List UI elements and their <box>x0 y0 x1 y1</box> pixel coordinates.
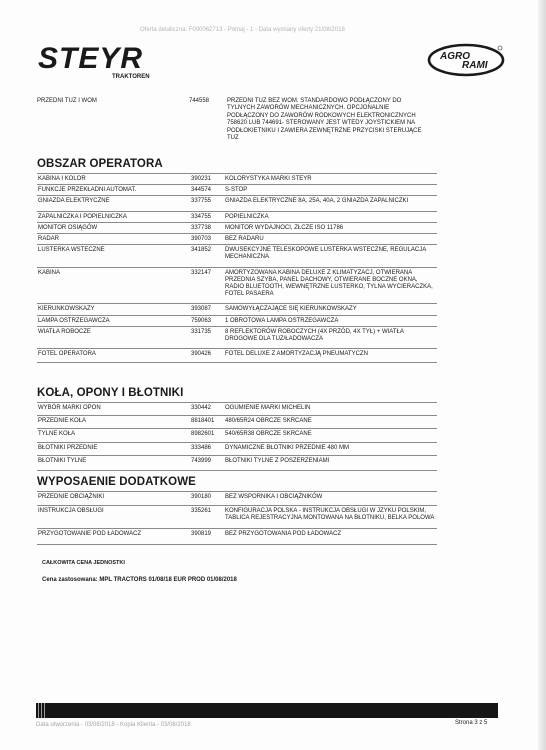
option-desc: 1 OBROTOWA LAMPA OSTRZEGAWCZA <box>225 317 339 324</box>
option-desc: KOLORYSTYKA MARKI STEYR <box>225 176 312 182</box>
option-desc: DYNAMICZNE BŁOTNIKI PRZEDNIE 480 MM <box>225 444 350 451</box>
section-title: KOŁA, OPONY I BŁOTNIKI <box>37 387 184 399</box>
table-row <box>37 348 437 363</box>
table-row <box>37 402 437 415</box>
table-row <box>37 415 437 428</box>
option-name: PRZYGOTOWANIE POD ŁADOWACZ <box>38 530 142 537</box>
option-name: LAMPA OSTRZEGAWCZA <box>38 317 110 324</box>
price-list-note: Cena zastosowana: MPL TRACTORS 01/08/18 EUR PROD 01/08/2018 <box>42 577 237 583</box>
option-name: RADAR <box>38 236 60 243</box>
option-desc: BEZ WSPORNIKA I OBCIĄŻNIKÓW <box>225 494 323 500</box>
table-row <box>37 173 437 184</box>
page-edge-shadow <box>538 0 546 750</box>
option-desc: BEZ PRZYGOTOWANIA POD ŁADOWACZ <box>225 530 342 537</box>
svg-text:AGRO: AGRO <box>440 51 470 62</box>
table-row <box>37 528 437 545</box>
option-code: 743999 <box>191 457 212 464</box>
option-desc: BŁOTNIKI TYLNE Z POSZERZENIAMI <box>225 457 330 464</box>
table-row <box>37 428 437 441</box>
option-code: 8982601 <box>191 431 215 438</box>
option-name: ZAPALNICZKA I POPIELNICZKA <box>38 213 127 220</box>
option-name: WIATŁA ROBOCZE <box>38 328 91 335</box>
total-unit-price-label: CAŁKOWITA CENA JEDNOSTKI <box>42 560 125 566</box>
table-row <box>37 195 437 210</box>
option-code: 8818401 <box>191 418 215 425</box>
table-row <box>37 455 437 471</box>
option-name: MONITOR OSIĄGÓW <box>38 224 98 231</box>
option-name: LUSTERKA WSTECZNE <box>38 247 105 254</box>
option-name: KABINA I KOLOR <box>38 176 86 182</box>
table-row <box>37 184 437 195</box>
option-code: 337755 <box>191 198 212 205</box>
intro-name: PRZEDNI TUZ I WOM <box>37 98 97 104</box>
section-operator-area <box>37 158 437 363</box>
option-code: 341852 <box>191 247 212 254</box>
offer-header-note: Oferta detaliczna: F000062713 - Pomaj - 1 - Data wymiany oferty 21/08/2018 <box>140 27 345 33</box>
steyr-logo <box>36 40 154 80</box>
page-number: Strona 3 z 5 <box>455 720 488 726</box>
table-row <box>37 211 437 222</box>
option-code: 390231 <box>191 176 212 182</box>
intro-desc: PRZEDNI TUZ BEZ WOM. STANDARDOWO PODŁĄCZONY DO TYLNYCH ZAWORÓW MECHANICZNYCH. OPCJONALNIE PODŁĄCZONY DO ZAWORÓW RODKOWYCH ELEKTRONICZNYCH 758620 LUB 744691- STEROWANY JEST WTEDY JOYSTICKIEM NA PODŁOKIETNIKU I ZAWIERA ZEWNĘTRZNE PRZYCISKI STERUJĄCE TUZ <box>227 98 422 142</box>
option-name: FOTEL OPERATORA <box>38 351 96 358</box>
option-name: INSTRUKCJA OBSŁUGI <box>38 508 104 515</box>
option-desc: AMORTYZOWANA KABINA DELUXE Z KLIMATYZACJ, OTWIERANA PRZEDNIA SZYBA, PANEL DACHOWY, OTWIERANE BOCZNE OKNA, RADIO BLUETOOTH, WEWNĘTRZNE LUSTERKO, TYLNA WYCIERACZKA, FOTEL PASAERA <box>225 269 433 298</box>
option-code: 333486 <box>191 444 212 451</box>
option-desc: SAMOWYŁĄCZAJĄCE SIĘ KIERUNKOWSKAZY <box>225 306 357 313</box>
option-desc: FOTEL DELUXE Z AMORTYZACJĄ PNEUMATYCZN <box>225 351 368 358</box>
option-name: KABINA <box>38 269 61 276</box>
option-desc: GNIAZDA ELEKTRYCZNE 8A, 25A, 40A, 2 GNIAZDA ZAPALNICZKI <box>225 198 409 205</box>
option-code: 390180 <box>191 494 212 500</box>
option-code: 390426 <box>191 351 212 358</box>
option-desc: S-STOP <box>225 187 248 194</box>
option-code: 759063 <box>191 317 212 324</box>
option-code: 390703 <box>191 236 212 243</box>
option-table <box>37 173 437 363</box>
table-row <box>37 267 437 304</box>
table-row <box>37 233 437 244</box>
option-desc: 480/65R24 OBRCZE SKRCANE <box>225 418 312 425</box>
footer-creation-date: Data utworzenia - 03/08/2018 - Kopia Klienta - 03/08/2018 <box>36 722 191 728</box>
option-name: FUNKCJE PRZEKŁADNI AUTOMAT. <box>38 187 137 194</box>
option-code: 334755 <box>191 213 212 220</box>
agro-rami-logo <box>426 42 506 78</box>
option-desc: MONITOR WYDAJNOCI, ZŁCZE ISO 11786 <box>225 224 344 231</box>
table-row <box>37 326 437 348</box>
option-code: 337738 <box>191 224 212 231</box>
option-name: GNIAZDA ELEKTRYCZNE <box>38 198 110 205</box>
footer-bar <box>36 703 498 718</box>
option-table <box>37 402 437 471</box>
option-desc: 540/65R38 OBRCZE SKRCANE <box>225 431 312 438</box>
table-row <box>37 442 437 455</box>
section-additional-equipment <box>37 476 437 545</box>
option-desc: OGUMIENIE MARKI MICHELIN <box>225 405 311 411</box>
option-code: 331735 <box>191 328 212 335</box>
svg-text:TRAKTOREN: TRAKTOREN <box>112 74 150 80</box>
option-name: TYLNE KOŁA <box>38 431 76 438</box>
option-code: 332147 <box>191 269 212 276</box>
option-name: PRZEDNIE KOŁA <box>38 418 87 425</box>
option-code: 393087 <box>191 306 212 313</box>
table-row <box>37 505 437 527</box>
option-desc: 8 REFLEKTORÓW ROBOCZYCH (4X PRZÓD, 4X TYŁ) + WIATŁA DROGOWE DLA TUZ/ŁADOWACZA <box>225 328 404 343</box>
option-name: WYBÓR MARKI OPON <box>38 405 101 411</box>
option-table <box>37 491 437 545</box>
option-desc: KONFIGURACJA POLSKA - INSTRUKCJA OBSŁUGI W JZYKU POLSKIM, TABLICA REJESTRACYJNA MONTOWANA NA BŁOTNIKU, BELKA POLOWA <box>225 508 435 522</box>
section-wheels-tires-fenders <box>37 387 437 471</box>
option-desc: DWUSEKCYJNE TELESKOPOWE LUSTERKA WSTECZNE, REGULACJA MECHANICZNA <box>225 247 426 261</box>
footer-bar-stripes <box>36 703 48 718</box>
option-code: 335261 <box>191 508 212 515</box>
option-name: BŁOTNIKI PRZEDNIE <box>38 444 98 451</box>
option-name: PRZEDNIE OBCIĄŻNIKI <box>38 494 105 500</box>
svg-text:RAMI: RAMI <box>462 60 488 71</box>
table-row <box>37 315 437 326</box>
svg-text:STEYR: STEYR <box>38 42 144 75</box>
option-code: 390819 <box>191 530 212 537</box>
section-title: WYPOSAENIE DODATKOWE <box>37 476 196 488</box>
section-title: OBSZAR OPERATORA <box>37 158 163 170</box>
table-row <box>37 303 437 314</box>
intro-code: 744558 <box>189 98 210 104</box>
table-row <box>37 244 437 266</box>
option-code: 344574 <box>191 187 212 194</box>
option-desc: POPIELNICZKA <box>225 213 269 220</box>
option-desc: BEZ RADARU <box>225 236 264 243</box>
table-row <box>37 491 437 505</box>
option-code: 330442 <box>191 405 212 411</box>
option-name: KIERUNKOWSKAZY <box>38 306 95 313</box>
option-name: BŁOTNIKI TYLNE <box>38 457 87 464</box>
table-row <box>37 222 437 233</box>
